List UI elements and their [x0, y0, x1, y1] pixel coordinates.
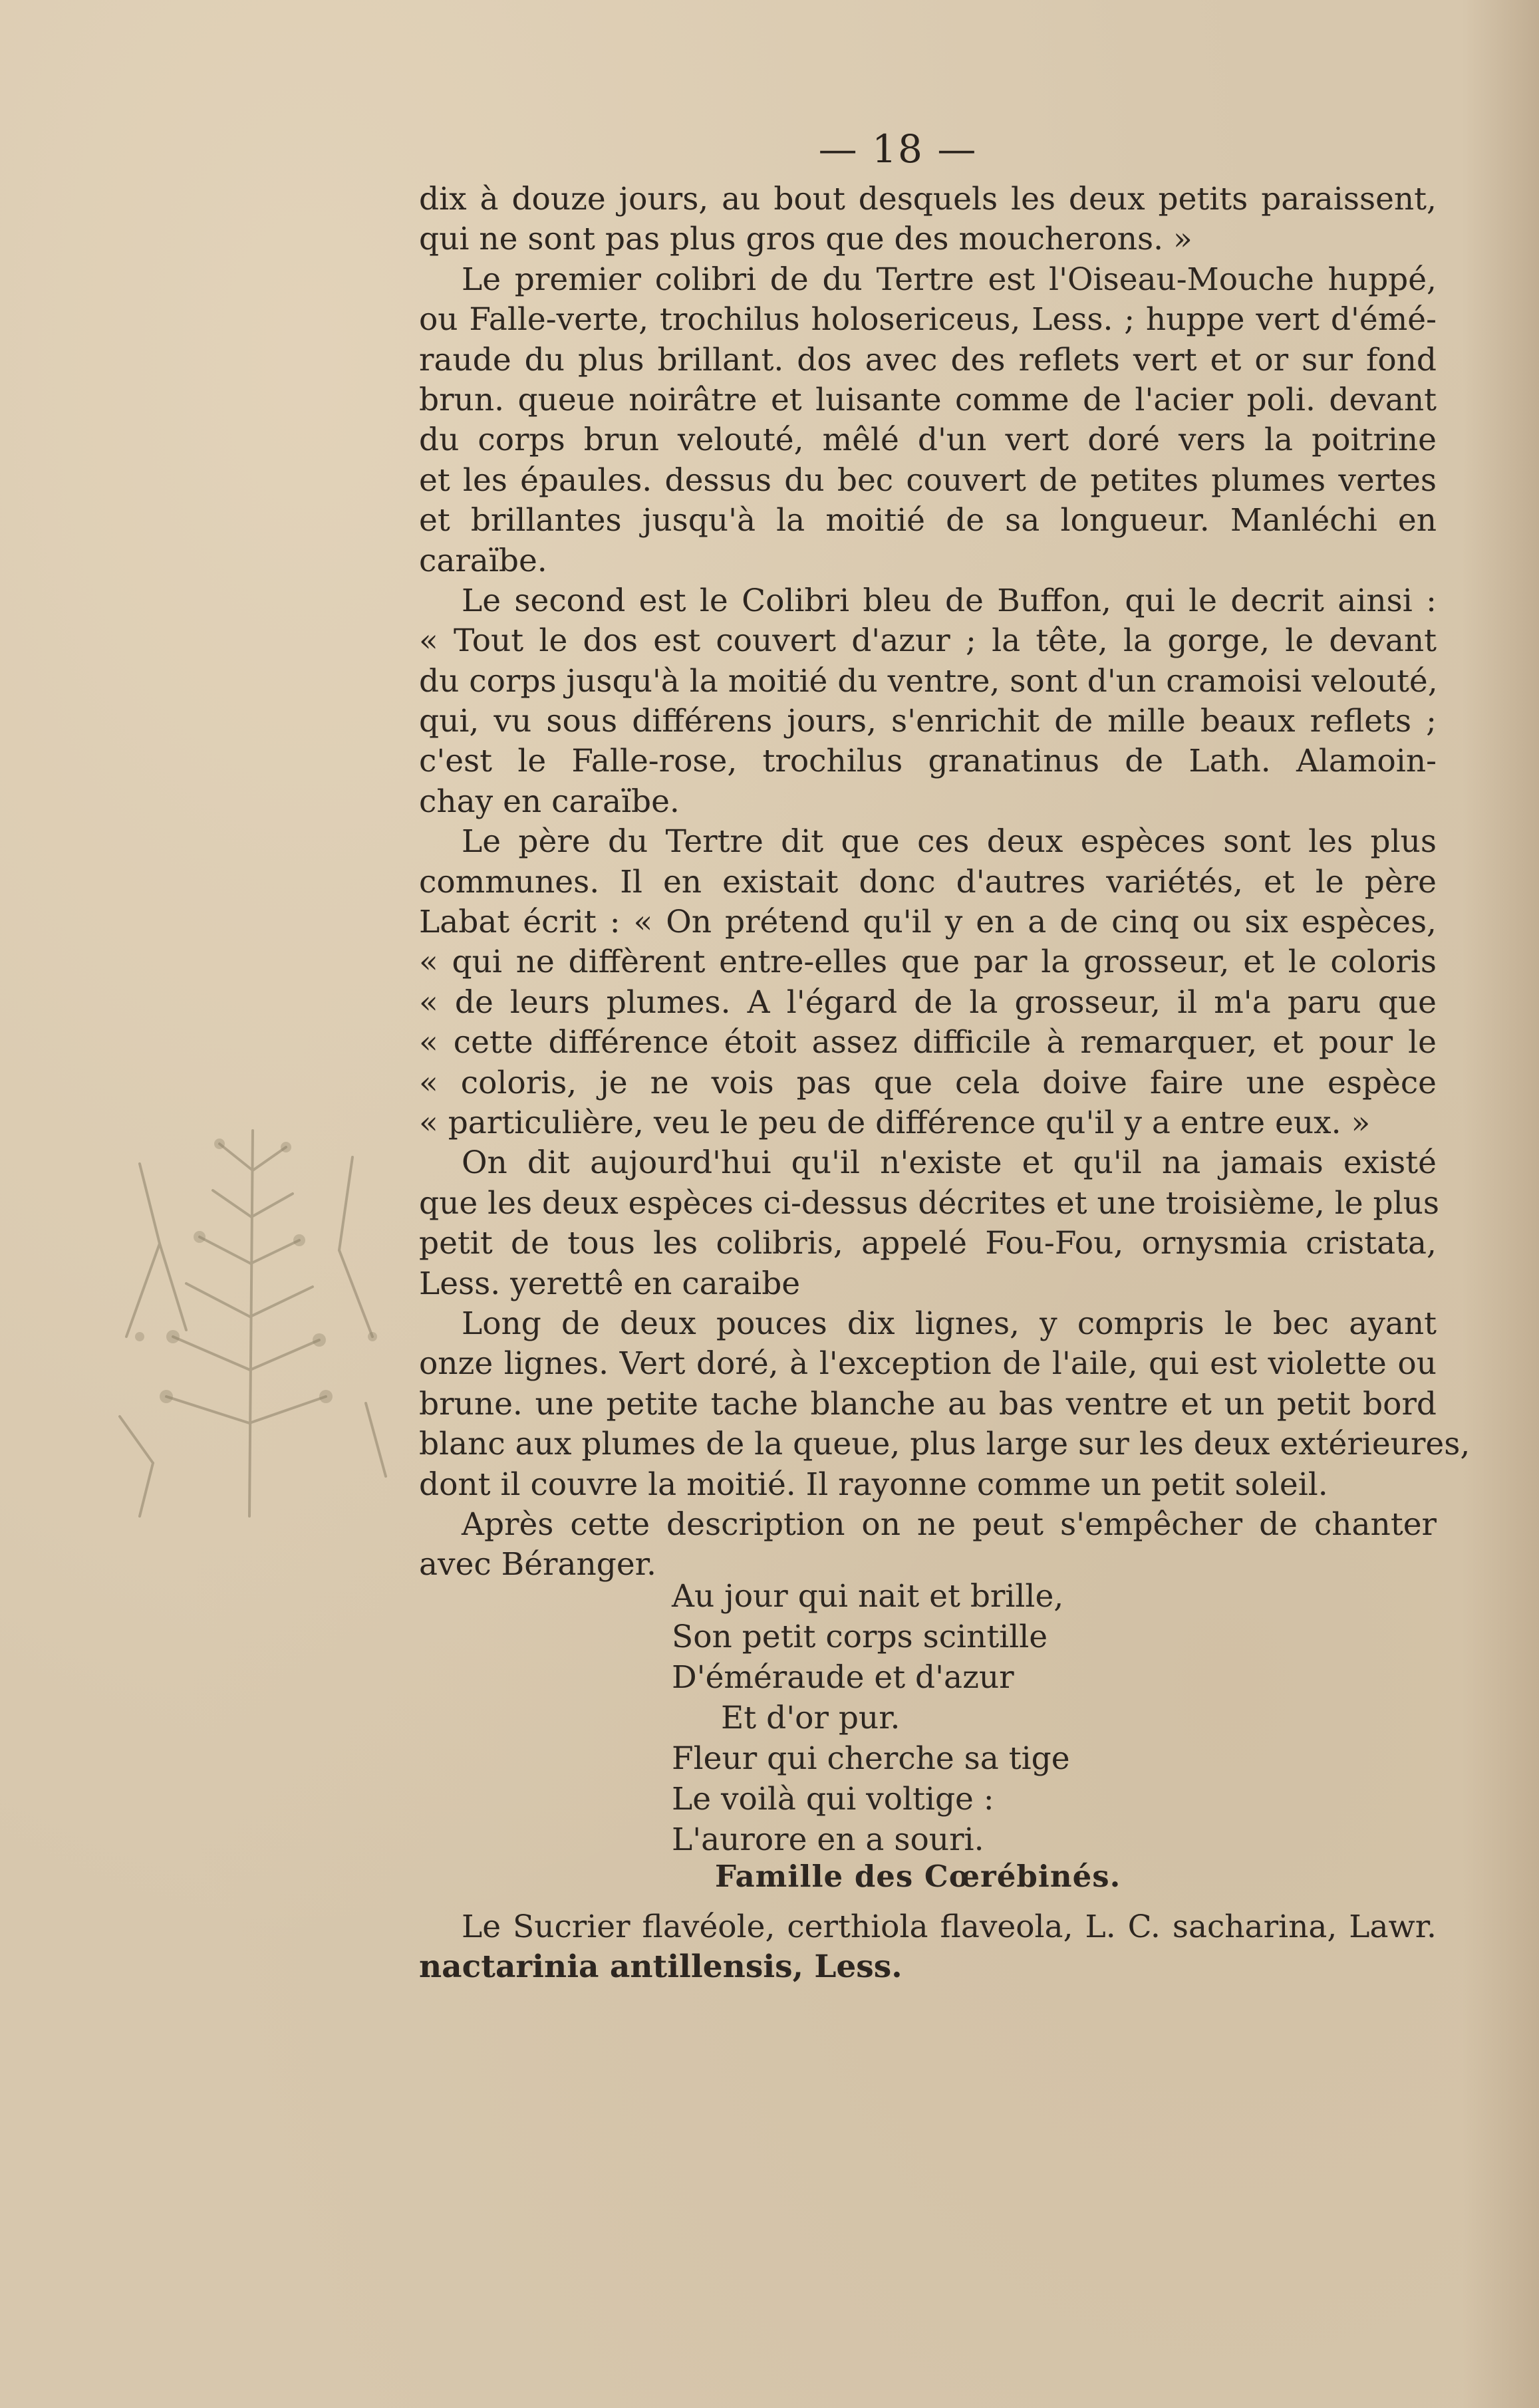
verse-line: Le voilà qui voltige :: [672, 1781, 994, 1817]
text-line: « particulière, veu le peu de différence qu'il y a entre eux. »: [419, 1104, 1371, 1141]
body-text: [419, 180, 1470, 1585]
text-line: Less. yerettê en caraibe: [419, 1265, 801, 1302]
text-line: Le père du Tertre dit que ces deux espèces sont les plus: [462, 823, 1437, 861]
text-line: Le premier colibri de du Tertre est l'Oiseau-Mouche huppé,: [462, 261, 1437, 298]
text-line: et brillantes jusqu'à la moitié de sa longueur. Manléchi en: [419, 502, 1437, 539]
text-line: On dit aujourd'hui qu'il n'existe et qu'il na jamais existé: [462, 1144, 1437, 1182]
verse-line: Fleur qui cherche sa tige: [672, 1740, 1070, 1777]
verse-line: Et d'or pur.: [721, 1700, 901, 1736]
text-line: qui, vu sous différens jours, s'enrichit de mille beaux reflets ;: [419, 703, 1437, 740]
botanical-stain: [100, 1117, 412, 1530]
text-line: chay en caraïbe.: [419, 783, 680, 820]
verse-line: D'éméraude et d'azur: [672, 1659, 1014, 1696]
text-line: Après cette description on ne peut s'empêcher de chanter: [462, 1506, 1437, 1543]
verse-line: L'aurore en a souri.: [672, 1821, 984, 1858]
text-line: « cette différence étoit assez difficile à remarquer, et pour le: [419, 1024, 1437, 1061]
text-line: dont il couvre la moitié. Il rayonne comme un petit soleil.: [419, 1466, 1328, 1503]
text-line: Le second est le Colibri bleu de Buffon, qui le decrit ainsi :: [462, 582, 1437, 619]
verse-line: Son petit corps scintille: [672, 1619, 1048, 1655]
text-line: Long de deux pouces dix lignes, y compris le bec ayant: [462, 1305, 1437, 1342]
text-line: avec Béranger.: [419, 1546, 656, 1583]
text-line: brun. queue noirâtre et luisante comme de l'acier poli. devant: [419, 381, 1437, 418]
text-line: et les épaules. dessus du bec couvert de petites plumes vertes: [419, 462, 1437, 499]
final-line: Le Sucrier flavéole, certhiola flaveola, L. C. sacharina, Lawr.: [462, 1909, 1437, 1945]
text-line: brune. une petite tache blanche au bas ventre et un petit bord: [419, 1385, 1437, 1422]
text-line: qui ne sont pas plus gros que des moucherons. »: [419, 221, 1192, 258]
page-number: — 18 —: [818, 126, 978, 172]
final-line: nactarinia antillensis, Less.: [419, 1948, 903, 1985]
verse-stanza: [672, 1576, 1137, 1860]
text-line: du corps jusqu'à la moitié du ventre, sont d'un cramoisi velouté,: [419, 662, 1438, 700]
text-line: « coloris, je ne vois pas que cela doive faire une espèce: [419, 1064, 1437, 1101]
text-line: « qui ne diffèrent entre-elles que par la grosseur, et le coloris: [419, 944, 1437, 981]
text-line: « Tout le dos est couvert d'azur ; la tête, la gorge, le devant: [419, 622, 1437, 660]
final-paragraph: [419, 1907, 1437, 1987]
text-line: du corps brun velouté, mêlé d'un vert doré vers la poitrine: [419, 422, 1437, 459]
text-line: onze lignes. Vert doré, à l'exception de l'aile, qui est violette ou: [419, 1345, 1437, 1383]
text-line: « de leurs plumes. A l'égard de la grosseur, il m'a paru que: [419, 984, 1437, 1021]
text-line: raude du plus brillant. dos avec des reflets vert et or sur fond: [419, 341, 1437, 378]
text-line: caraïbe.: [419, 542, 547, 579]
text-line: petit de tous les colibris, appelé Fou-Fou, ornysmia cristata,: [419, 1225, 1437, 1262]
text-line: blanc aux plumes de la queue, plus large sur les deux extérieures,: [419, 1426, 1470, 1463]
text-line: ou Falle-verte, trochilus holosericeus, Less. ; huppe vert d'émé-: [419, 301, 1437, 338]
text-line: Labat écrit : « On prétend qu'il y en a de cinq ou six espèces,: [419, 904, 1437, 941]
text-line: c'est le Falle-rose, trochilus granatinus de Lath. Alamoin-: [419, 743, 1437, 780]
section-heading: Famille des Cœrébinés.: [715, 1859, 1121, 1894]
text-line: communes. Il en existait donc d'autres variétés, et le père: [419, 863, 1437, 900]
text-line: que les deux espèces ci-dessus décrites et une troisième, le plus: [419, 1184, 1439, 1222]
verse-line: Au jour qui nait et brille,: [672, 1578, 1064, 1615]
text-line: dix à douze jours, au bout desquels les deux petits paraissent,: [419, 181, 1437, 217]
